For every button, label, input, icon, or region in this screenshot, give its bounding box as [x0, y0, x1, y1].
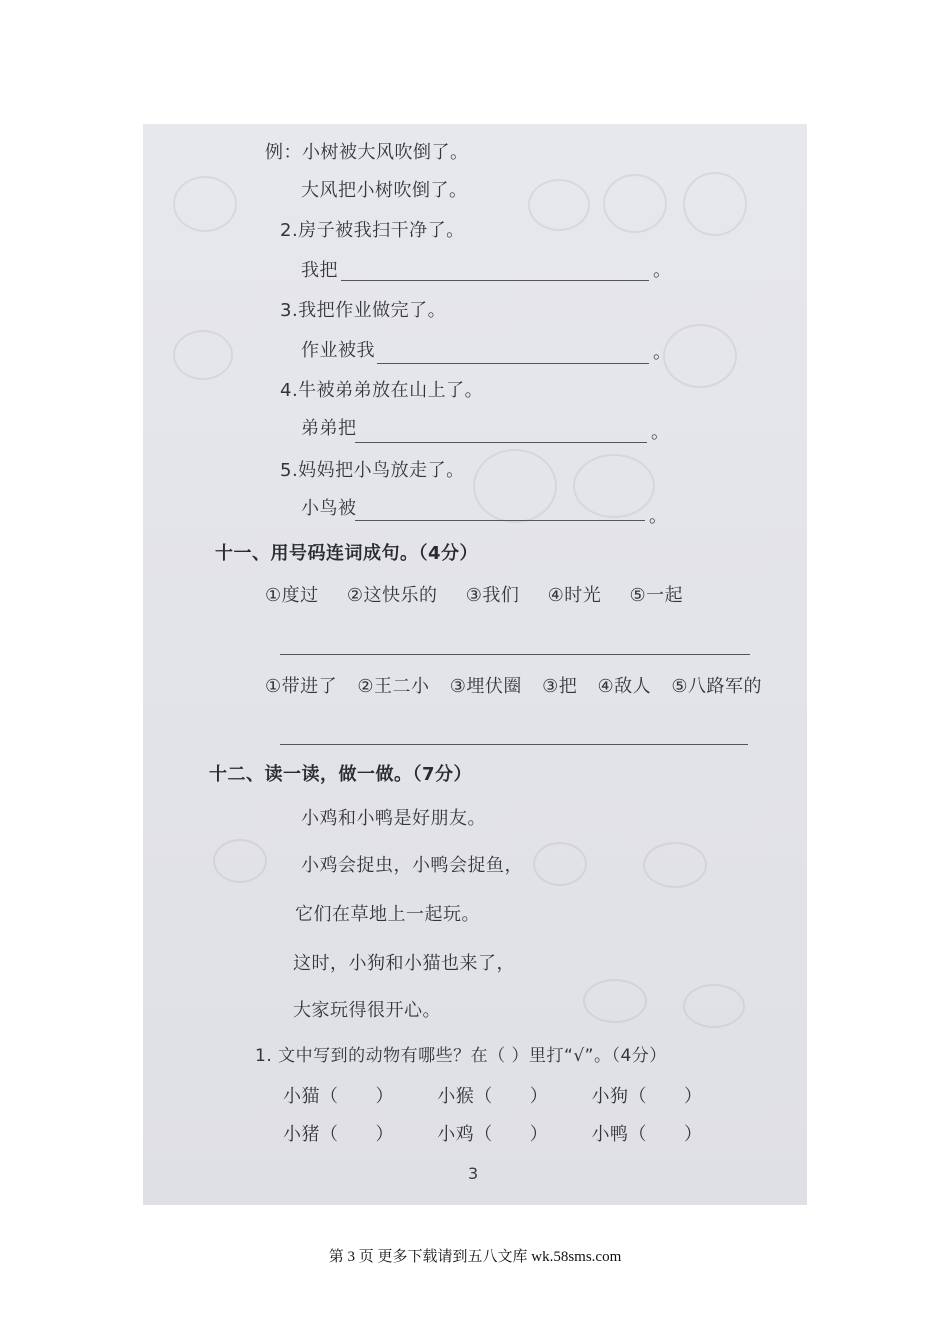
- q10-item-4-answer-line[interactable]: [355, 442, 647, 443]
- scanned-worksheet-photo: [143, 124, 807, 1205]
- bleed-through-shape: [533, 842, 587, 886]
- q11-word: ①度过: [265, 585, 319, 606]
- passage-line: 这时，小狗和小猫也来了，: [293, 953, 515, 974]
- animal-option-dog[interactable]: 小狗（ ）: [591, 1086, 703, 1107]
- q11-word: ②王二小: [357, 676, 430, 697]
- bleed-through-shape: [573, 454, 655, 518]
- example-answer: 大风把小树吹倒了。: [301, 180, 468, 201]
- q10-item-2-answer-line[interactable]: [341, 280, 649, 281]
- bleed-through-shape: [173, 330, 233, 380]
- q11-word: ①带进了: [265, 676, 338, 697]
- example-sentence: 例：小树被大风吹倒了。: [265, 142, 469, 163]
- animal-option-pig[interactable]: 小猪（ ）: [283, 1124, 394, 1145]
- bleed-through-shape: [173, 176, 237, 232]
- bleed-through-shape: [213, 839, 267, 883]
- q11-group1-words: [265, 581, 705, 607]
- passage-line: 小鸡会捉虫，小鸭会捉鱼，: [301, 855, 523, 876]
- bleed-through-shape: [663, 324, 737, 388]
- q11-word: ④敌人: [597, 676, 652, 697]
- passage-line: 大家玩得很开心。: [293, 1000, 441, 1021]
- q12-title: 十二、读一读，做一做。（7分）: [209, 764, 473, 785]
- footer-text: 第 3 页 更多下载请到五八文库 wk.58sms.com: [328, 1249, 622, 1265]
- animal-option-cat[interactable]: 小猫（ ）: [283, 1086, 394, 1107]
- passage-line: 它们在草地上一起玩。: [295, 904, 480, 925]
- q10-item-5-answer-line[interactable]: [355, 520, 645, 521]
- bleed-through-shape: [603, 174, 667, 233]
- q11-word: ③把: [542, 676, 578, 697]
- q11-group2-words: [265, 672, 762, 698]
- animal-option-monkey[interactable]: 小猴（ ）: [437, 1086, 549, 1107]
- animal-options-row-1: [283, 1082, 702, 1108]
- q11-word: ③我们: [465, 585, 520, 606]
- bleed-through-shape: [583, 979, 647, 1023]
- passage-line: 小鸡和小鸭是好朋友。: [301, 808, 486, 829]
- q11-group1-answer-line[interactable]: [280, 654, 750, 655]
- q10-item-2-lead: 我把: [301, 260, 338, 281]
- q10-item-2-end: 。: [653, 260, 672, 281]
- q10-item-3-prompt: 3.我把作业做完了。: [280, 300, 447, 321]
- q10-item-5-end: 。: [649, 506, 668, 527]
- q10-item-4-end: 。: [651, 422, 670, 443]
- animal-option-chick[interactable]: 小鸡（ ）: [437, 1124, 549, 1145]
- q10-item-2-prompt: 2.房子被我扫干净了。: [280, 220, 465, 241]
- q11-word: ⑤八路军的: [671, 676, 763, 697]
- bleed-through-shape: [643, 842, 707, 888]
- animal-option-duck[interactable]: 小鸭（ ）: [591, 1124, 703, 1145]
- q10-item-4-prompt: 4.牛被弟弟放在山上了。: [280, 380, 484, 401]
- q10-item-3-answer-line[interactable]: [377, 363, 649, 364]
- q11-word: ②这快乐的: [346, 585, 438, 606]
- bleed-through-shape: [683, 172, 747, 236]
- q10-item-4-lead: 弟弟把: [301, 418, 357, 439]
- bleed-through-shape: [528, 179, 590, 231]
- q11-word: ④时光: [547, 585, 602, 606]
- q11-word: ③埋伏圈: [449, 676, 522, 697]
- q11-word: ⑤一起: [629, 585, 684, 606]
- animal-options-row-2: [283, 1120, 702, 1146]
- q10-item-5-prompt: 5.妈妈把小鸟放走了。: [280, 460, 465, 481]
- q10-item-5-lead: 小鸟被: [301, 498, 357, 519]
- bleed-through-shape: [683, 984, 745, 1028]
- bleed-through-shape: [473, 449, 557, 523]
- q10-item-3-end: 。: [653, 342, 672, 363]
- page-number: 3: [468, 1164, 479, 1183]
- q12-question-1: 1. 文中写到的动物有哪些？在（ ）里打“√”。（4分）: [255, 1046, 667, 1066]
- q11-title: 十一、用号码连词成句。（4分）: [215, 543, 479, 564]
- q11-group2-answer-line[interactable]: [280, 744, 748, 745]
- q10-item-3-lead: 作业被我: [301, 340, 375, 361]
